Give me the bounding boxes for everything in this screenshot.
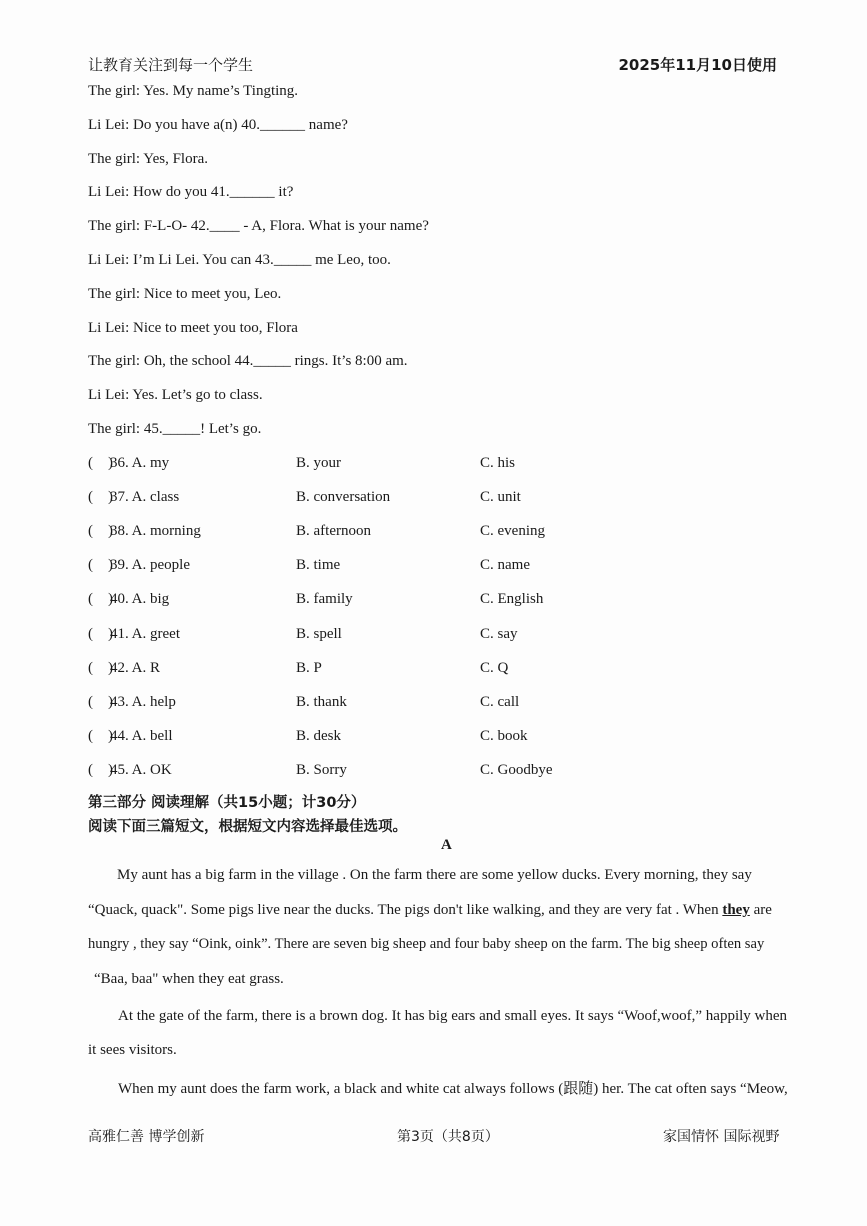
answer-bracket[interactable]: ( ) — [88, 625, 113, 642]
dialogue-text: The girl: 45. — [88, 421, 163, 437]
answer-bracket[interactable]: ( ) — [88, 727, 113, 744]
option-a: 41. A. greet — [110, 625, 180, 642]
underlined-word: they — [722, 902, 750, 918]
dialogue-line — [88, 117, 348, 134]
footer-left: 高雅仁善 博学创新 — [88, 1129, 205, 1145]
option-c: C. his — [480, 455, 516, 471]
passage-line: My aunt has a big farm in the village . On the farm there are some yellow ducks. Every morning, they say — [117, 867, 752, 883]
option-b: B. afternoon — [296, 523, 371, 540]
option-b: B. conversation — [296, 489, 391, 506]
dialogue-text: Li Lei: I’m Li Lei. You can 43. — [88, 252, 274, 268]
option-c: C. Goodbye — [480, 761, 553, 778]
dialogue-line — [88, 252, 391, 269]
option-b: B. desk — [296, 727, 341, 744]
dialogue-line — [88, 387, 263, 404]
option-c: C. book — [480, 727, 528, 744]
answer-bracket[interactable]: ( ) — [88, 693, 113, 710]
answer-bracket[interactable]: ( ) — [88, 455, 113, 471]
answer-bracket[interactable]: ( ) — [88, 489, 113, 506]
dialogue-text: The girl: Yes. My name’s Tingting. — [88, 83, 299, 99]
answer-blank[interactable]: ____ — [209, 218, 240, 235]
section-title: 第三部分 阅读理解（共15小题；计30分） — [88, 795, 366, 811]
passage-line: “Baa, baa" when they eat grass. — [94, 971, 284, 987]
answer-blank[interactable]: ______ — [260, 116, 306, 133]
option-c: C. say — [480, 625, 518, 642]
dialogue-text: Li Lei: How do you 41. — [88, 184, 230, 201]
passage-line: hungry , they say “Oink, oink”. There are seven big sheep and four baby sheep on the farm. The big sheep often say — [88, 936, 765, 952]
passage-line: At the gate of the farm, there is a brown dog. It has big ears and small eyes. It says “Woof,woof,” happily when — [118, 1008, 788, 1024]
header-date: 2025年11月10日使用 — [618, 56, 777, 74]
passage-line — [88, 902, 772, 919]
option-c: C. evening — [480, 523, 545, 540]
option-b: B. Sorry — [296, 761, 347, 778]
option-c: C. unit — [480, 489, 521, 506]
page-number: 第3页（共8页） — [397, 1129, 499, 1145]
option-c: C. English — [480, 591, 544, 608]
section-instruction: 阅读下面三篇短文，根据短文内容选择最佳选项。 — [88, 819, 407, 835]
answer-blank[interactable]: _____ — [253, 353, 291, 370]
dialogue-text: The girl: Nice to meet you, Leo. — [88, 285, 282, 302]
option-b: B. your — [296, 455, 341, 471]
passage-text: are — [749, 902, 772, 918]
answer-bracket[interactable]: ( ) — [88, 523, 113, 540]
dialogue-text: Li Lei: Nice to meet you too, Flora — [88, 319, 298, 336]
dialogue-line — [88, 218, 429, 235]
option-a: 36. A. my — [110, 455, 170, 471]
answer-bracket[interactable]: ( ) — [88, 761, 113, 778]
answer-blank[interactable]: _____ — [162, 421, 201, 437]
answer-bracket[interactable]: ( ) — [88, 659, 113, 676]
dialogue-text: it? — [274, 184, 294, 201]
option-b: B. family — [296, 591, 353, 608]
dialogue-text: The girl: Oh, the school 44. — [88, 353, 254, 370]
answer-bracket[interactable]: ( ) — [88, 591, 113, 608]
answer-bracket[interactable]: ( ) — [88, 557, 113, 574]
dialogue-text: Li Lei: Yes. Let’s go to class. — [88, 387, 263, 404]
answer-blank[interactable]: _____ — [273, 252, 312, 268]
option-a: 43. A. help — [110, 693, 176, 710]
passage-label: A — [441, 837, 452, 853]
option-a: 39. A. people — [110, 557, 190, 574]
option-b: B. time — [296, 557, 341, 574]
option-c: C. name — [480, 557, 530, 574]
option-a: 40. A. big — [110, 591, 170, 608]
dialogue-text: The girl: F-L-O- 42. — [88, 218, 210, 235]
dialogue-line — [88, 421, 261, 438]
header-slogan: 让教育关注到每一个学生 — [88, 56, 254, 74]
dialogue-line — [88, 151, 208, 168]
dialogue-text: - A, Flora. What is your name? — [239, 218, 429, 235]
footer-right: 家国情怀 国际视野 — [663, 1129, 780, 1145]
passage-line: When my aunt does the farm work, a black and white cat always follows (跟随) her. The cat often says “Meow, — [118, 1081, 788, 1097]
option-a: 44. A. bell — [110, 727, 173, 744]
dialogue-line — [88, 320, 298, 337]
option-b: B. thank — [296, 693, 347, 710]
passage-line: it sees visitors. — [88, 1042, 177, 1058]
answer-blank[interactable]: ______ — [229, 184, 275, 201]
option-c: C. call — [480, 693, 520, 710]
option-b: B. spell — [296, 625, 342, 642]
dialogue-line — [88, 286, 281, 303]
dialogue-text: name? — [305, 116, 348, 133]
dialogue-text: ! Let’s go. — [200, 421, 262, 437]
dialogue-text: rings. It’s 8:00 am. — [290, 353, 408, 370]
option-a: 42. A. R — [110, 659, 161, 676]
option-a: 45. A. OK — [110, 761, 172, 778]
dialogue-text: Li Lei: Do you have a(n) 40. — [88, 116, 261, 133]
option-b: B. P — [296, 659, 322, 676]
option-a: 37. A. class — [110, 489, 180, 506]
dialogue-line — [88, 184, 293, 201]
option-a: 38. A. morning — [110, 523, 201, 540]
dialogue-text: me Leo, too. — [311, 252, 391, 268]
dialogue-text: The girl: Yes, Flora. — [88, 150, 208, 167]
option-c: C. Q — [480, 659, 509, 676]
dialogue-line — [88, 353, 408, 370]
dialogue-line — [88, 83, 298, 100]
passage-text: “Quack, quack". Some pigs live near the ducks. The pigs don't like walking, and they are very fat . When — [88, 902, 723, 918]
